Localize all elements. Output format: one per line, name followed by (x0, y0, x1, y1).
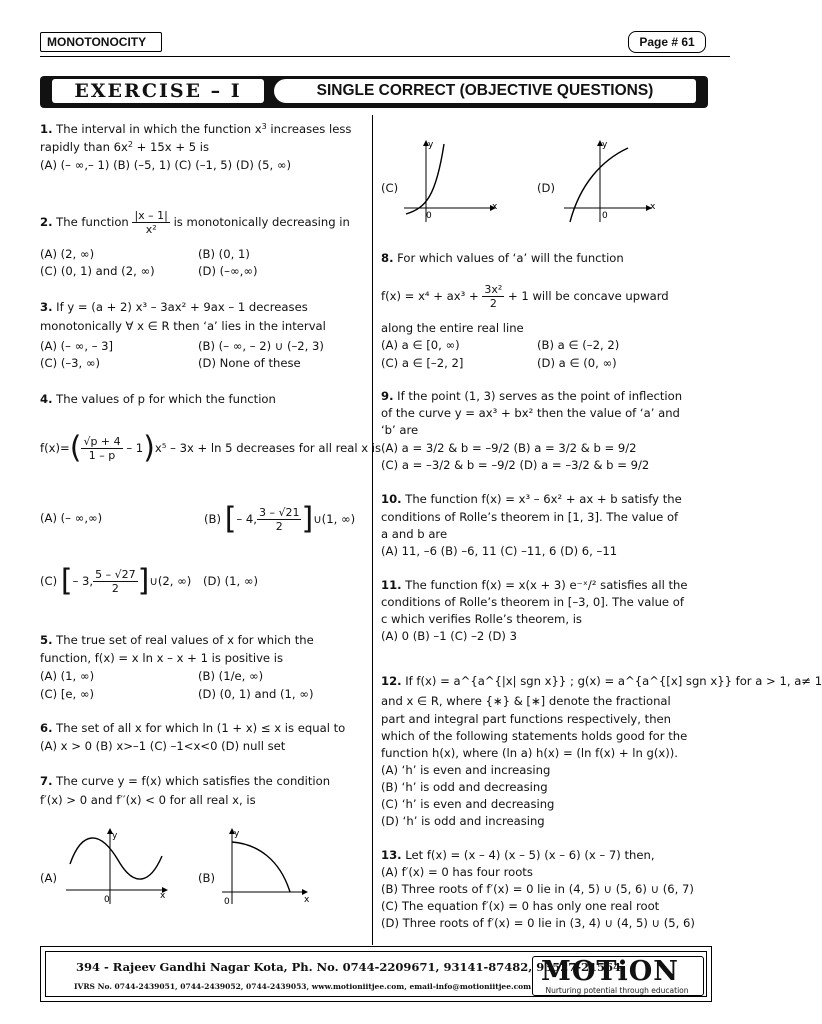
q11-line2: conditions of Rolle’s theorem in [–3, 0]. The value of (381, 595, 684, 609)
origin-label: 0 (224, 897, 230, 907)
q9-line1: If the point (1, 3) serves as the point of inflection (397, 389, 683, 403)
q1-line1a: The interval in which the function x (56, 122, 262, 136)
q10-line1: The function f(x) = x³ – 6x² + ax + b satisfy the (405, 492, 682, 506)
q4-option-c-fraction: $\frac{5 - √27}{2}$ (95, 568, 136, 595)
q6-options: (A) x > 0 (B) x>–1 (C) –1<x<0 (D) null set (40, 739, 286, 753)
origin-label: 0 (426, 211, 432, 221)
q4-option-b-fraction: $\frac{3 - √21}{2}$ (258, 506, 300, 533)
curve-a (70, 838, 162, 879)
q13-number: 13. (381, 848, 402, 862)
q7-number: 7. (40, 774, 53, 788)
q10-line3: a and b are (381, 527, 448, 541)
q11-line1: The function f(x) = x(x + 3) e⁻ˣ/² satisfies all the (405, 578, 688, 592)
q7-option-d-label: (D) (537, 181, 555, 195)
q13-option-a: (A) f′(x) = 0 has four roots (381, 865, 533, 879)
q12-line4: which of the following statements holds good for the (381, 729, 688, 743)
q4-rest: x⁵ – 3x + ln 5 decreases for all real x is (154, 441, 382, 455)
q5-option-b: (B) (1/e, ∞) (198, 669, 264, 683)
q2-option-b: (B) (0, 1) (198, 247, 250, 261)
q4-option-a: (A) (– ∞,∞) (40, 511, 103, 525)
q7-option-c-label: (C) (381, 181, 399, 195)
q8-number: 8. (381, 251, 394, 265)
q4-minus-one: – 1 (126, 441, 144, 455)
origin-label: 0 (104, 895, 110, 905)
x-axis-label: x (304, 895, 310, 905)
footer-inner (45, 951, 707, 997)
q12-line3: part and integral part functions respectively, then (381, 712, 672, 726)
exercise-label: EXERCISE – I (52, 79, 264, 103)
curve-b (232, 842, 290, 892)
q7-graph-d (558, 136, 662, 228)
y-axis-label: y (602, 140, 608, 150)
q3-option-b: (B) (– ∞, – 2) ∪ (–2, 3) (198, 339, 324, 353)
q5-option-d: (D) (0, 1) and (1, ∞) (198, 687, 314, 701)
q13-option-c: (C) The equation f′(x) = 0 has only one real root (381, 899, 660, 913)
q2-option-a: (A) (2, ∞) (40, 247, 95, 261)
q7-line1: The curve y = f(x) which satisfies the condition (56, 774, 331, 788)
q5-line1: The true set of real values of x for which the (56, 633, 314, 647)
q7-option-b-label: (B) (198, 871, 216, 885)
q1-number: 1. (40, 122, 53, 136)
q9-number: 9. (381, 389, 394, 403)
q4-fx: f(x)= (40, 441, 70, 455)
q12-line5: function h(x), where (ln a) h(x) = (ln f(x) + ln g(x)). (381, 746, 678, 760)
q12-number: 12. (381, 674, 402, 688)
q3-option-c: (C) (–3, ∞) (40, 356, 101, 370)
q5-number: 5. (40, 633, 53, 647)
footer-contact: IVRS No. 0744-2439051, 0744-2439052, 0744-2439053, www.motioniitjee.com, email-info@motioniitjee.com (74, 982, 532, 991)
q9-options-ab: (A) a = 3/2 & b = –9/2 (B) a = 3/2 & b = 9/2 (381, 441, 637, 455)
q1-line1b: increases less (266, 122, 352, 136)
page-number: Page # 61 (628, 31, 706, 53)
q4-number: 4. (40, 392, 53, 406)
q10-options: (A) 11, –6 (B) –6, 11 (C) –11, 6 (D) 6, –11 (381, 544, 618, 558)
q1-line2b: + 15x + 5 is (132, 140, 210, 154)
q7-graph-b (218, 826, 318, 910)
q8-line1: For which values of ‘a’ will the function (397, 251, 624, 265)
q2-number: 2. (40, 215, 53, 229)
q9-line3: ‘b’ are (381, 423, 419, 437)
q4-line1: The values of p for which the function (56, 392, 276, 406)
q2-pre: The function (56, 215, 129, 229)
y-axis-label: y (428, 140, 434, 150)
q7-graph-c (402, 136, 504, 228)
q6-line1: The set of all x for which ln (1 + x) ≤ x is equal to (56, 721, 346, 735)
footer-address: 394 - Rajeev Gandhi Nagar Kota, Ph. No. 0744-2209671, 93141-87482, 93527-21564 (76, 960, 622, 974)
q7-line2: f′(x) > 0 and f′′(x) < 0 for all real x, is (40, 793, 256, 807)
y-axis-label: y (234, 829, 240, 839)
q8-fpre: f(x) = x⁴ + ax³ + (381, 289, 479, 303)
q11-number: 11. (381, 578, 402, 592)
q8-option-d: (D) a ∈ (0, ∞) (537, 356, 617, 370)
q1-line2a: rapidly than 6x (40, 140, 128, 154)
q8-option-b: (B) a ∈ (–2, 2) (537, 338, 620, 352)
q11-options: (A) 0 (B) –1 (C) –2 (D) 3 (381, 629, 517, 643)
q8-option-c: (C) a ∈ [–2, 2] (381, 356, 464, 370)
q4-option-c-start: – 3, (72, 574, 94, 588)
q12-option-a: (A) ‘h’ is even and increasing (381, 763, 551, 777)
q9-options-cd: (C) a = –3/2 & b = –9/2 (D) a = –3/2 & b = 9/2 (381, 458, 650, 472)
q8-fpost: + 1 will be concave upward (507, 289, 669, 303)
footer (40, 946, 712, 1002)
q4-option-c-post: ∪(2, ∞) (149, 574, 192, 588)
q12-line2: and x ∈ R, where {∗} & [∗] denote the fractional (381, 694, 671, 708)
q7-option-a-label: (A) (40, 871, 57, 885)
q5-line2: function, f(x) = x ln x – x + 1 is positive is (40, 651, 284, 665)
q3-line2: monotonically ∀ x ∈ R then ‘a’ lies in the interval (40, 319, 326, 333)
curve-c (406, 144, 444, 214)
q8-line3: along the entire real line (381, 321, 524, 335)
q2-option-d: (D) (–∞,∞) (198, 264, 258, 278)
x-axis-label: x (492, 202, 498, 212)
q3-option-d: (D) None of these (198, 356, 301, 370)
q8-option-a: (A) a ∈ [0, ∞) (381, 338, 460, 352)
q4-option-b-post: ∪(1, ∞) (313, 512, 356, 526)
q12-option-d: (D) ‘h’ is odd and increasing (381, 814, 545, 828)
q12-option-c: (C) ‘h’ is even and decreasing (381, 797, 555, 811)
q4-option-d: (D) (1, ∞) (202, 574, 259, 588)
q13-option-d: (D) Three roots of f′(x) = 0 lie in (3, 4) ∪ (4, 5) ∪ (5, 6) (381, 916, 695, 930)
q12-line1: If f(x) = a^{a^{|x| sgn x}} ; g(x) = a^{a^{[x] sgn x}} for a > 1, a≠ 1 (405, 674, 822, 688)
logo-wordmark: MOTiON (541, 956, 679, 987)
q3-number: 3. (40, 300, 53, 314)
motion-logo (532, 956, 704, 996)
column-divider (372, 115, 373, 945)
x-axis-label: x (650, 202, 656, 212)
q2-post: is monotonically decreasing in (173, 215, 350, 229)
exercise-banner (40, 76, 708, 108)
q4-option-b-start: – 4, (236, 512, 257, 526)
q13-line1: Let f(x) = (x – 4) (x – 5) (x – 6) (x – 7) then, (405, 848, 655, 862)
exercise-subtitle: SINGLE CORRECT (OBJECTIVE QUESTIONS) (274, 79, 696, 103)
q7-graph-a (62, 826, 172, 910)
q2-fraction: $\frac{|x - 1|}{\text{x²}}$ (134, 209, 168, 236)
q12-option-b: (B) ‘h’ is odd and decreasing (381, 780, 548, 794)
q10-line2: conditions of Rolle’s theorem in [1, 3]. The value of (381, 510, 679, 524)
origin-label: 0 (602, 211, 608, 221)
q6-number: 6. (40, 721, 53, 735)
q10-number: 10. (381, 492, 402, 506)
q3-option-a: (A) (– ∞, – 3] (40, 339, 114, 353)
q3-line1: If y = (a + 2) x³ – 3ax² + 9ax – 1 decreases (56, 300, 308, 314)
q1-options: (A) (– ∞,– 1) (B) (–5, 1) (C) (–1, 5) (D) (5, ∞) (40, 158, 292, 172)
y-axis-label: y (112, 831, 118, 841)
q5-option-a: (A) (1, ∞) (40, 669, 95, 683)
logo-tagline: Nurturing potential through education (545, 986, 689, 995)
q4-option-c-label: (C) (40, 574, 58, 588)
x-axis-label: x (160, 891, 166, 901)
q4-option-b-label: (B) (204, 512, 222, 526)
topic-label: MONOTONOCITY (40, 32, 162, 52)
q5-option-c: (C) [e, ∞) (40, 687, 95, 701)
q4-fraction: $\frac{√p + 4}{1 - p}$ (83, 435, 121, 462)
q8-fraction: $\frac{\text{3x²}}{2}$ (484, 283, 503, 310)
q11-line3: c which verifies Rolle’s theorem, is (381, 612, 582, 626)
header-rule (40, 56, 730, 57)
q13-option-b: (B) Three roots of f′(x) = 0 lie in (4, 5) ∪ (5, 6) ∪ (6, 7) (381, 882, 694, 896)
q9-line2: of the curve y = ax³ + bx² then the value of ‘a’ and (381, 406, 680, 420)
curve-d (570, 148, 628, 222)
q2-option-c: (C) (0, 1) and (2, ∞) (40, 264, 155, 278)
